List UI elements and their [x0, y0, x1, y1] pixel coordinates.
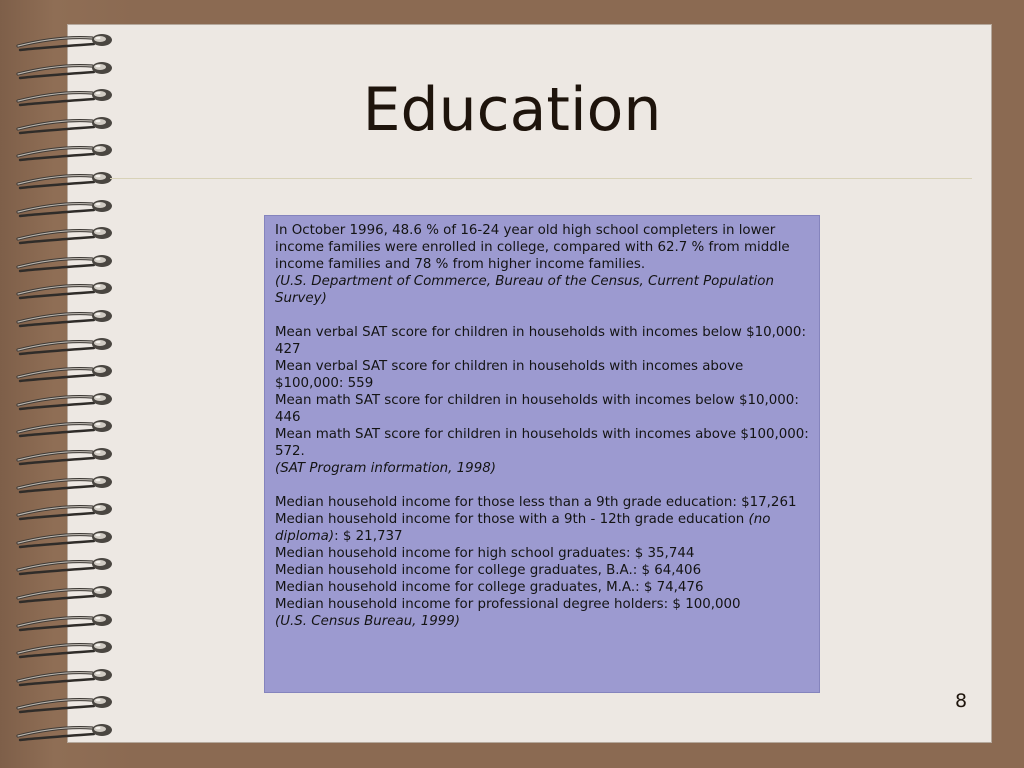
income-line: Median household income for those less than a 9th grade education: $17,261 [275, 495, 797, 510]
income-line: Median household income for high school graduates: $ 35,744 [275, 546, 695, 561]
spacer [275, 307, 809, 324]
content-box [264, 215, 820, 693]
binding-coil [14, 196, 114, 218]
sat-citation: (SAT Program information, 1998) [275, 461, 496, 476]
income-line: Median household income for college graduates, M.A.: $ 74,476 [275, 580, 704, 595]
income-line-prefix: Median household income for those with a 9th - 12th grade education [275, 512, 749, 527]
spacer [275, 477, 809, 494]
binding-coil [14, 278, 114, 300]
sat-line: Mean verbal SAT score for children in households with incomes above $100,000: 559 [275, 359, 744, 391]
binding-coil [14, 251, 114, 273]
income-line-suffix: : $ 21,737 [334, 529, 403, 544]
binding-coil [14, 610, 114, 632]
binding-coil [14, 361, 114, 383]
title-divider [110, 178, 972, 179]
slide-title: Education [362, 75, 662, 145]
binding-coil [14, 444, 114, 466]
income-line: Median household income for college graduates, B.A.: $ 64,406 [275, 563, 702, 578]
income-line-italic: (no diploma) [275, 512, 771, 544]
binding-coil [14, 692, 114, 714]
binding-coil [14, 389, 114, 411]
binding-coil [14, 168, 114, 190]
sat-line: Mean math SAT score for children in households with incomes above $100,000: 572. [275, 427, 809, 459]
binding-coil [14, 416, 114, 438]
binding-coil [14, 582, 114, 604]
binding-coil [14, 720, 114, 742]
binding-coil [14, 499, 114, 521]
enrollment-text: In October 1996, 48.6 % of 16-24 year old high school completers in lower income families were enrolled in college, compared with 62.7 % from middle income families and 78 % from higher income families. [275, 223, 790, 272]
income-line [275, 511, 809, 545]
sat-line: Mean math SAT score for children in households with incomes below $10,000: 446 [275, 393, 799, 425]
binding-coil [14, 554, 114, 576]
page-number: 8 [955, 690, 968, 712]
binding-coil [14, 637, 114, 659]
section-enrollment [275, 222, 809, 307]
section-income [275, 494, 809, 630]
binding-coil [14, 334, 114, 356]
section-sat [275, 324, 809, 477]
sat-line: Mean verbal SAT score for children in households with incomes below $10,000: 427 [275, 325, 806, 357]
binding-coil [14, 527, 114, 549]
binding-coil [14, 665, 114, 687]
enrollment-citation: (U.S. Department of Commerce, Bureau of the Census, Current Population Survey) [275, 274, 774, 306]
income-citation: (U.S. Census Bureau, 1999) [275, 614, 460, 629]
binding-coil [14, 223, 114, 245]
binding-coil [14, 30, 114, 52]
income-line: Median household income for professional degree holders: $ 100,000 [275, 597, 741, 612]
binding-coil [14, 306, 114, 328]
binding-coil [14, 472, 114, 494]
